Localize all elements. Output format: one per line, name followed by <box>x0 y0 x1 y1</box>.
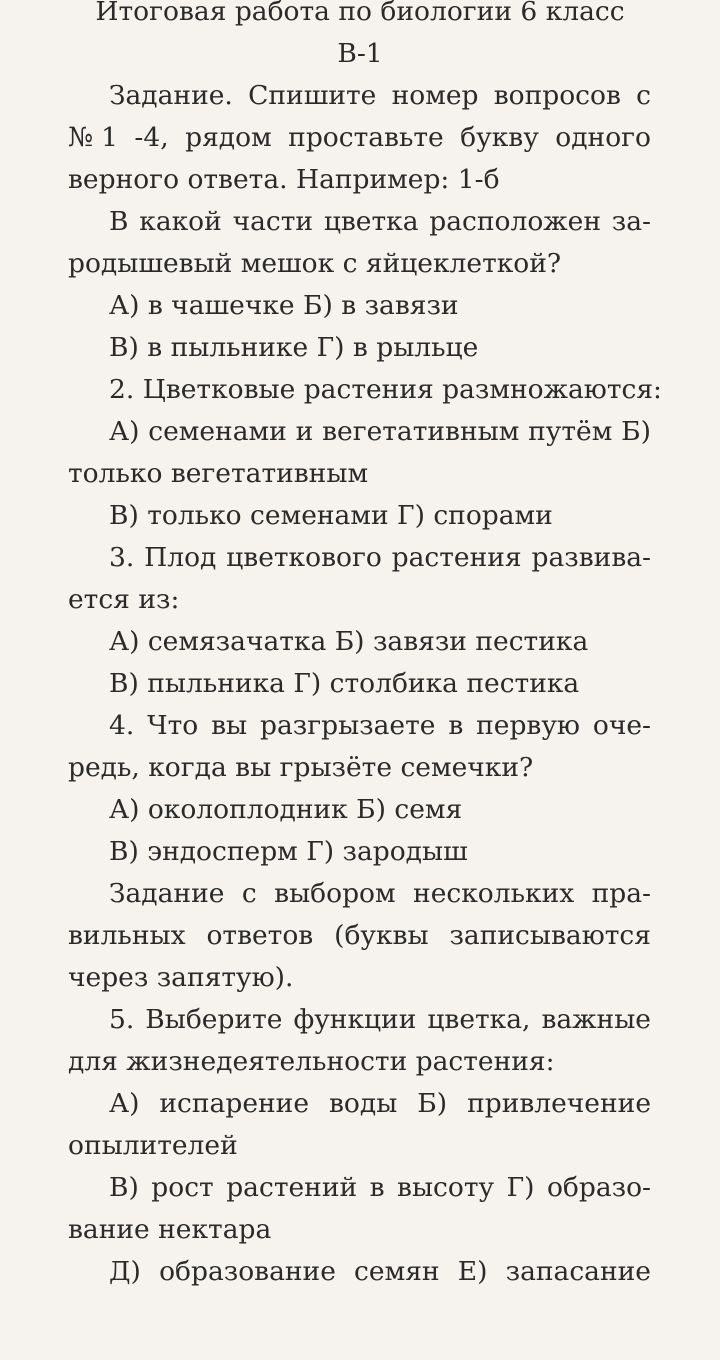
question-4-options: В) эндосперм Г) зародыш <box>109 836 468 867</box>
instruction-line: верного ответа. Например: 1-б <box>68 164 500 195</box>
question-3-text: 3. Плод цветкового растения развива- <box>109 542 651 573</box>
question-2-options: В) только семенами Г) спорами <box>109 500 553 531</box>
question-1-options: А) в чашечке Б) в завязи <box>109 290 459 321</box>
question-4-options: А) околоплодник Б) семя <box>109 794 463 825</box>
instruction-line: №1 -4, рядом проставьте букву одного <box>68 122 651 153</box>
question-1-text: В какой части цветка расположен за- <box>109 206 651 237</box>
question-2-text: 2. Цветковые растения размножаются: <box>109 374 662 405</box>
instruction-line: Задание. Спишите номер вопросов с <box>109 80 651 111</box>
question-2-options: только вегетативным <box>68 458 369 489</box>
question-5-options: вание нектара <box>68 1214 272 1245</box>
question-3-text: ется из: <box>68 584 180 615</box>
question-3-options: А) семязачатка Б) завязи пестика <box>109 626 589 657</box>
question-5-options: Д) образование семян Е) запасание <box>109 1256 651 1287</box>
document-title: Итоговая работа по биологии 6 класс <box>95 0 625 27</box>
variant-label: В-1 <box>337 38 383 69</box>
question-3-options: В) пыльника Г) столбика пестика <box>109 668 580 699</box>
question-5-text: для жизнедеятельности растения: <box>68 1046 555 1077</box>
question-4-text: редь, когда вы грызёте семечки? <box>68 752 534 783</box>
question-5-text: 5. Выберите функции цветка, важные <box>109 1004 651 1035</box>
question-5-options: А) испарение воды Б) привлечение <box>109 1088 651 1119</box>
instruction2-line: через запятую). <box>68 962 294 993</box>
instruction2-line: вильных ответов (буквы записываются <box>68 920 651 951</box>
question-1-text: родышевый мешок с яйцеклеткой? <box>68 248 562 279</box>
question-2-options: А) семенами и вегетативным путём Б) <box>109 416 651 447</box>
instruction2-line: Задание с выбором нескольких пра- <box>109 878 651 909</box>
question-5-options: опылителей <box>68 1130 238 1161</box>
question-4-text: 4. Что вы разгрызаете в первую оче- <box>109 710 651 741</box>
question-5-options: В) рост растений в высоту Г) образо- <box>109 1172 651 1203</box>
question-1-options: В) в пыльнике Г) в рыльце <box>109 332 479 363</box>
